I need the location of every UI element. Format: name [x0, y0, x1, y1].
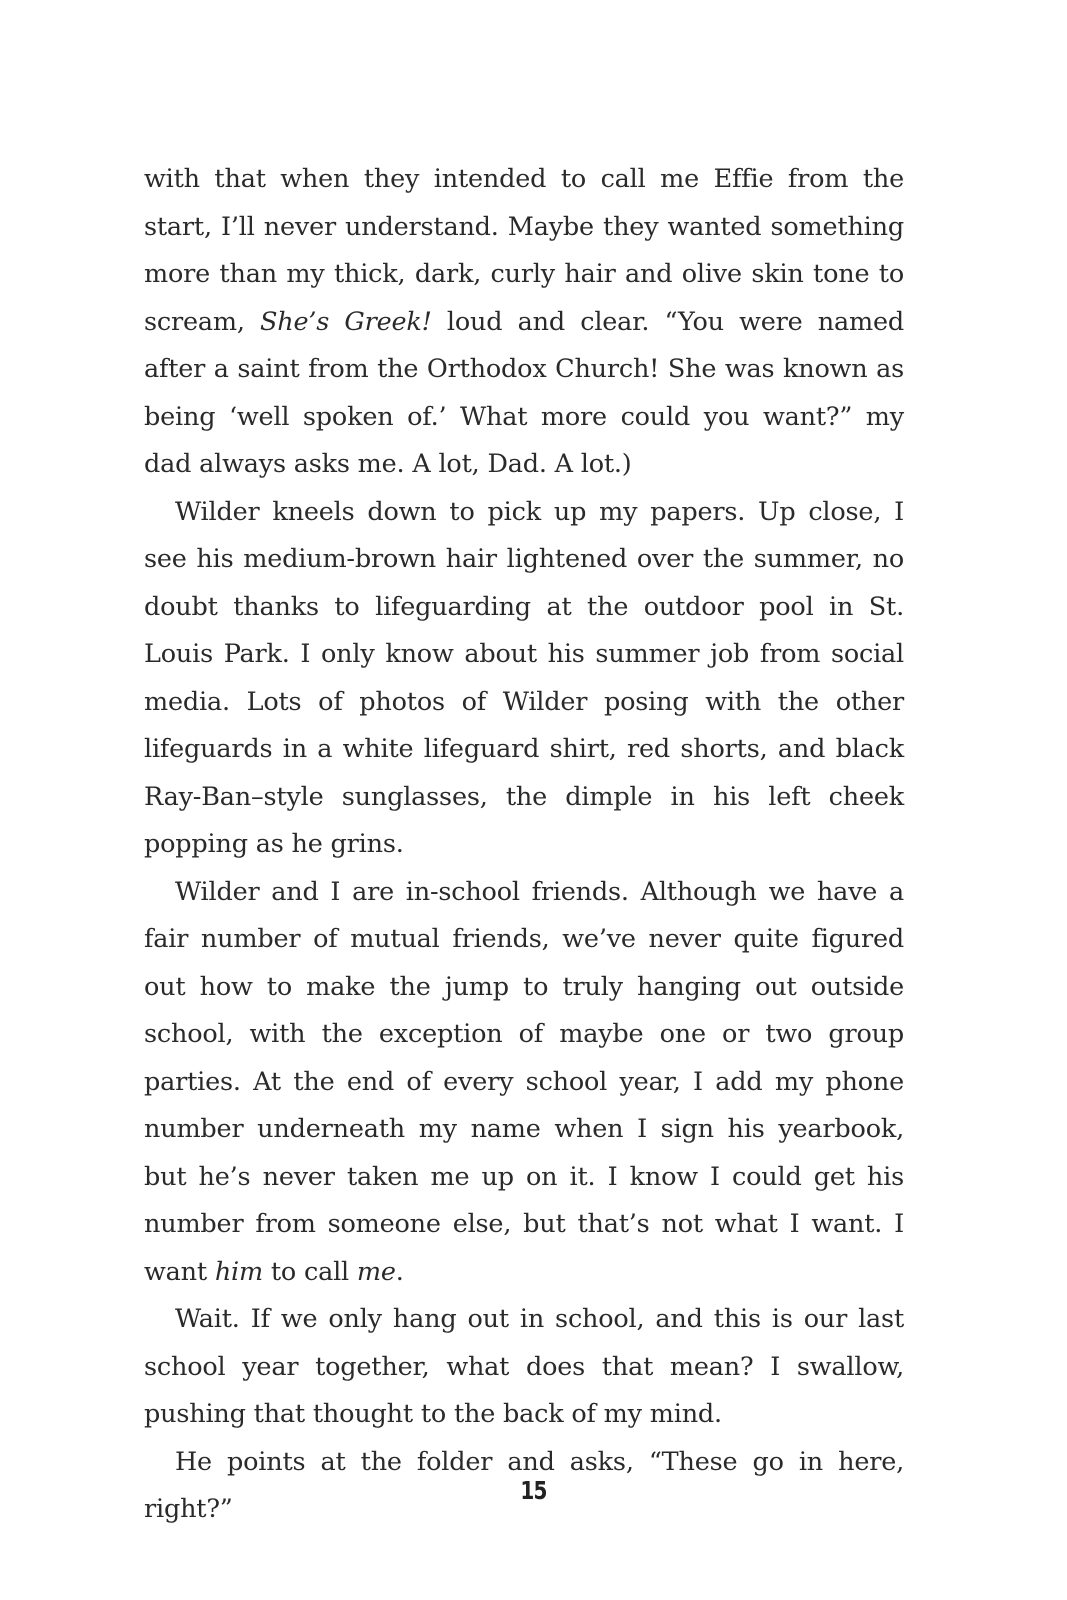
text-run-italic: me — [356, 1256, 396, 1287]
text-run-italic: She’s Greek! — [260, 306, 432, 337]
paragraph — [144, 1296, 904, 1439]
text-run: Wait. If we only hang out in school, and this is our last school year together, what does that mean? I swallow, pushing that thought to the back of my mind. — [144, 1304, 904, 1429]
page-number: 15 — [520, 1476, 547, 1505]
text-run: with that when they intended to call me Effie from the start, I’ll never understand. Maybe they wanted something more than my thick, dark, curly hair and olive skin tone to scream, — [144, 164, 904, 337]
text-run-italic: him — [214, 1256, 263, 1287]
text-run: Wilder and I are in-school friends. Although we have a fair number of mutual friends, we’ve never quite figured out how to make the jump to truly hanging out outside school, with the exception of maybe one or two group parties. At the end of every school year, I add my phone number underneath my name when I sign his yearbook, but he’s never taken me up on it. I know I could get his number from someone else, but that’s not what I want. I want — [144, 876, 904, 1287]
text-run: Wilder kneels down to pick up my papers. Up close, I see his medium-brown hair lightened over the summer, no doubt thanks to lifeguarding at the outdoor pool in St. Louis Park. I only know about his summer job from social media. Lots of photos of Wilder posing with the other lifeguards in a white lifeguard shirt, red shorts, and black Ray-Ban–style sunglasses, the dimple in his left cheek popping as he grins. — [144, 496, 904, 859]
paragraph — [144, 489, 904, 869]
paragraph — [144, 869, 904, 1297]
paragraph — [144, 156, 904, 489]
text-run: . — [395, 1256, 404, 1287]
page-body — [144, 156, 904, 1534]
text-run: He points at the folder and asks, “These go in here, right?” — [144, 1446, 904, 1524]
text-run: to call — [262, 1256, 357, 1287]
text-run: loud and clear. “You were named after a saint from the Orthodox Church! She was known as being ‘well spoken of.’ What more could you want?” my dad always asks me. A lot, Dad. A lot.) — [144, 306, 904, 479]
